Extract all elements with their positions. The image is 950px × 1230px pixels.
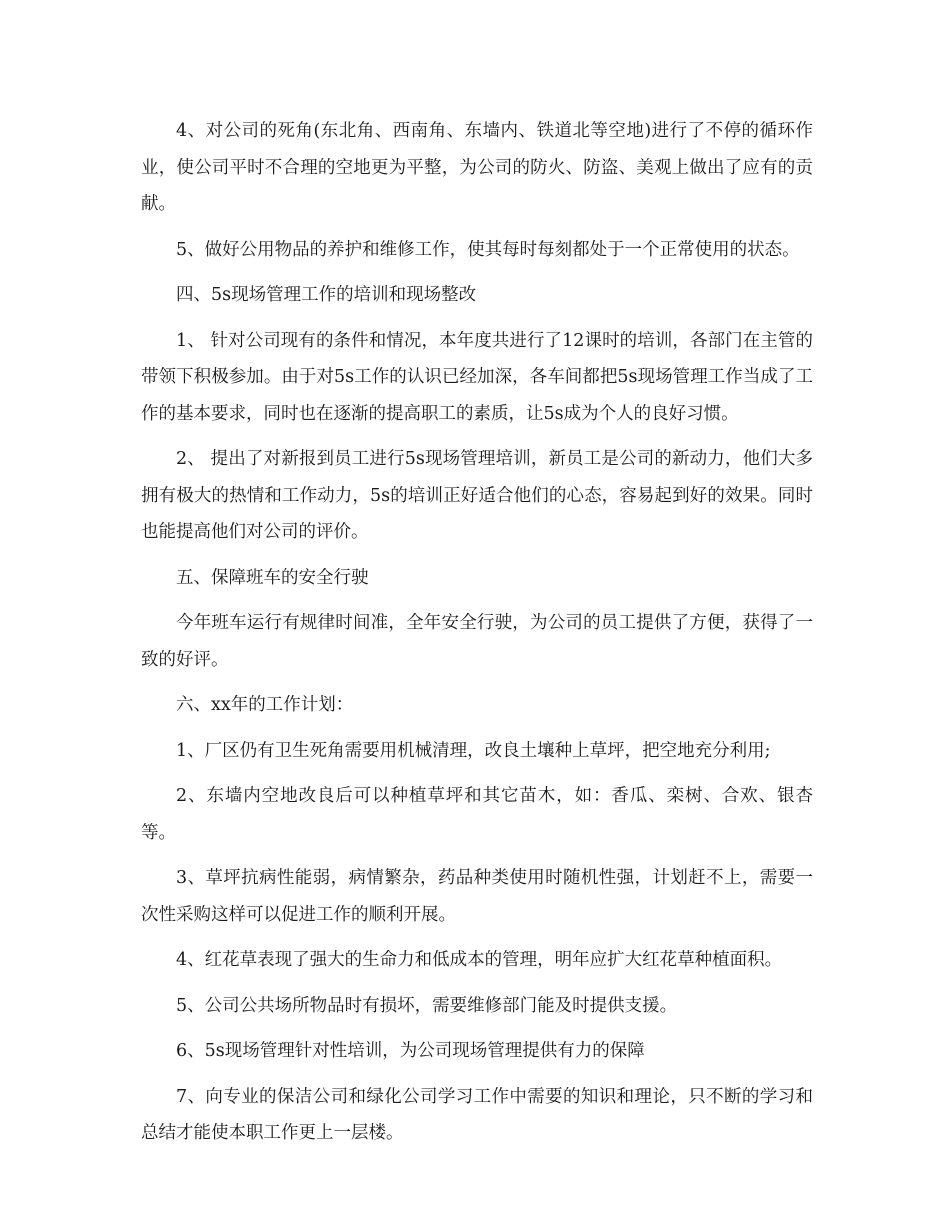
paragraph-shuttle-bus: 今年班车运行有规律时间准，全年安全行驶，为公司的员工提供了方便，获得了一致的好评。	[141, 613, 813, 670]
paragraph-item-4-dead-corners: 4、对公司的死角(东北角、西南角、东墙内、铁道北等空地)进行了不停的循环作业，使公司平时不合理的空地更为平整，为公司的防火、防盗、美观上做出了应有的贡献。	[141, 121, 813, 214]
section-heading-4: 四、5s现场管理工作的培训和现场整改	[176, 285, 477, 305]
plan-item-2: 2、东墙内空地改良后可以种植草坪和其它苗木，如：香瓜、栾树、合欢、银杏等。	[141, 786, 813, 843]
paragraph-training-2: 2、 提出了对新报到员工进行5s现场管理培训，新员工是公司的新动力，他们大多拥有极大的热情和工作动力，5s的培训正好适合他们的心态，容易起到好的效果。同时也能提高他们对公司的评价。	[141, 449, 813, 542]
plan-item-7: 7、向专业的保洁公司和绿化公司学习工作中需要的知识和理论，只不断的学习和总结才能使本职工作更上一层楼。	[141, 1086, 813, 1143]
plan-item-4: 4、红花草表现了强大的生命力和低成本的管理，明年应扩大红花草种植面积。	[176, 950, 783, 970]
section-heading-6: 六、xx年的工作计划：	[176, 695, 354, 715]
paragraph-training-1: 1、 针对公司现有的条件和情况，本年度共进行了12课时的培训，各部门在主管的带领下积极参加。由于对5s工作的认识已经加深，各车间都把5s现场管理工作当成了工作的基本要求，同时也在逐渐的提高职工的素质，让5s成为个人的良好习惯。	[141, 330, 813, 424]
section-heading-5: 五、保障班车的安全行驶	[176, 567, 369, 588]
paragraph-item-5-maintenance: 5、做好公用物品的养护和维修工作，使其每时每刻都处于一个正常使用的状态。	[176, 239, 800, 260]
plan-item-6: 6、5s现场管理针对性培训，为公司现场管理提供有力的保障	[176, 1041, 645, 1061]
plan-item-3: 3、草坪抗病性能弱，病情繁杂，药品种类使用时随机性强，计划赶不上，需要一次性采购这样可以促进工作的顺利开展。	[141, 868, 813, 925]
plan-item-5: 5、公司公共场所物品时有损坏，需要维修部门能及时提供支援。	[176, 995, 678, 1016]
plan-item-1: 1、厂区仍有卫生死角需要用机械清理，改良土壤种上草坪，把空地充分利用;	[176, 740, 771, 761]
document-body	[141, 113, 813, 1161]
